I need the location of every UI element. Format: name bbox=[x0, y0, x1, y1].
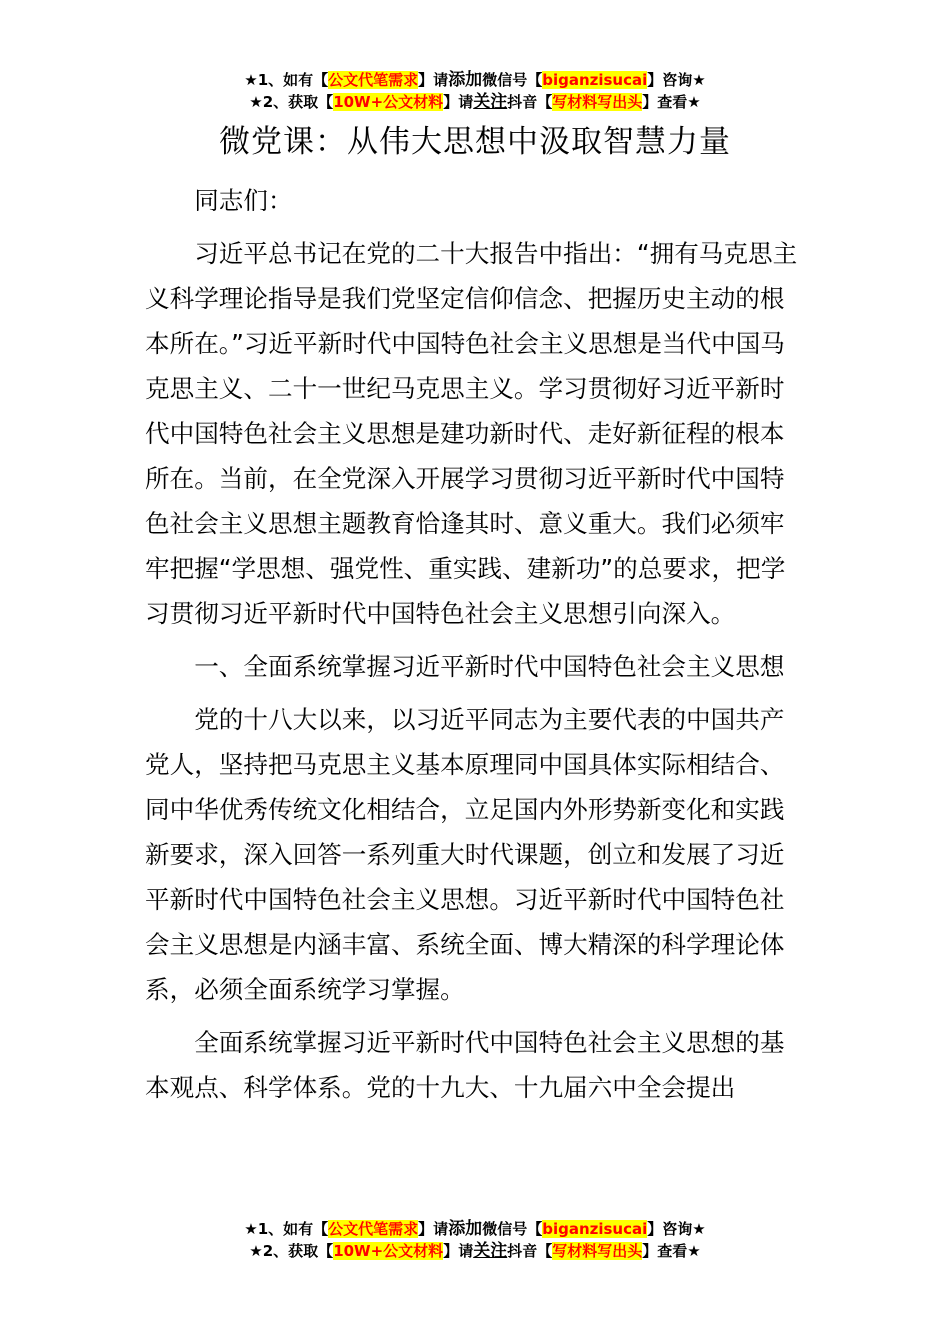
banner-emphasis: 添加 bbox=[448, 1219, 483, 1239]
header-banner bbox=[0, 69, 950, 113]
banner-line-1 bbox=[0, 1218, 950, 1240]
banner-text: 】咨询★ bbox=[647, 1220, 706, 1238]
banner-text: ★2、获取【 bbox=[249, 1242, 334, 1260]
banner-line-2 bbox=[0, 1240, 950, 1262]
banner-highlight: biganzisucai bbox=[542, 71, 648, 89]
banner-text: 抖音【 bbox=[507, 93, 553, 111]
banner-text: 】查看★ bbox=[642, 1242, 701, 1260]
banner-text: 】请 bbox=[418, 1220, 449, 1238]
paragraph: 习近平总书记在党的二十大报告中指出：“拥有马克思主义科学理论指导是我们党坚定信仰信念、把握历史主动的根本所在。”习近平新时代中国特色社会主义思想是当代中国马克思主义、二十一世纪马克思主义。学习贯彻好习近平新时代中国特色社会主义思想是建功新时代、走好新征程的根本所在。当前，在全党深入开展学习贯彻习近平新时代中国特色社会主义思想主题教育恰逢其时、意义重大。我们必须牢牢把握“学思想、强党性、重实践、建新功”的总要求，把学习贯彻习近平新时代中国特色社会主义思想引向深入。 bbox=[145, 239, 798, 628]
banner-highlight: biganzisucai bbox=[542, 1220, 648, 1238]
footer-banner bbox=[0, 1218, 950, 1262]
banner-text: 】请 bbox=[418, 71, 449, 89]
banner-emphasis: 添加 bbox=[448, 70, 483, 90]
banner-text: ★1、如有【 bbox=[244, 1220, 329, 1238]
banner-highlight: 公文代笔需求 bbox=[328, 1220, 419, 1238]
banner-highlight: 写材料写出头 bbox=[552, 93, 643, 111]
document-title: 微党课：从伟大思想中汲取智慧力量 bbox=[219, 124, 731, 160]
banner-highlight: 10W+公文材料 bbox=[333, 1242, 444, 1260]
banner-text: 抖音【 bbox=[507, 1242, 553, 1260]
document-body bbox=[145, 178, 807, 1110]
banner-line-1 bbox=[0, 69, 950, 91]
paragraph: 全面系统掌握习近平新时代中国特色社会主义思想的基本观点、科学体系。党的十九大、十九届六中全会提出 bbox=[145, 1028, 785, 1102]
banner-text: 微信号【 bbox=[482, 1220, 543, 1238]
banner-highlight: 写材料写出头 bbox=[552, 1242, 643, 1260]
greeting: 同志们： bbox=[194, 186, 293, 215]
banner-emphasis: 关注 bbox=[473, 1241, 508, 1261]
banner-text: 微信号【 bbox=[482, 71, 543, 89]
banner-highlight: 10W+公文材料 bbox=[333, 93, 444, 111]
banner-text: ★2、获取【 bbox=[249, 93, 334, 111]
paragraph: 党的十八大以来，以习近平同志为主要代表的中国共产党人，坚持把马克思主义基本原理同中国具体实际相结合、同中华优秀传统文化相结合，立足国内外形势新变化和实践新要求，深入回答一系列重大时代课题，创立和发展了习近平新时代中国特色社会主义思想。习近平新时代中国特色社会主义思想是内涵丰富、系统全面、博大精深的科学理论体系，必须全面系统学习掌握。 bbox=[145, 705, 785, 1004]
banner-line-2 bbox=[0, 91, 950, 113]
banner-highlight: 公文代笔需求 bbox=[328, 71, 419, 89]
banner-emphasis: 关注 bbox=[473, 92, 508, 112]
section-heading: 一、全面系统掌握习近平新时代中国特色社会主义思想 bbox=[194, 652, 785, 681]
banner-text: 】查看★ bbox=[642, 93, 701, 111]
banner-text: 】咨询★ bbox=[647, 71, 706, 89]
banner-text: 】请 bbox=[443, 1242, 474, 1260]
banner-text: ★1、如有【 bbox=[244, 71, 329, 89]
banner-text: 】请 bbox=[443, 93, 474, 111]
